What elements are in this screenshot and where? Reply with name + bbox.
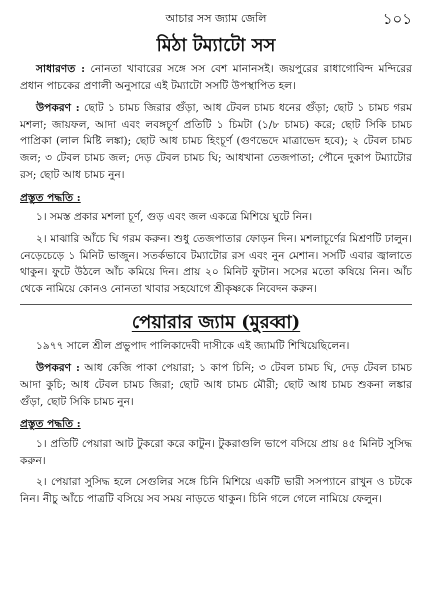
ingredients-label: উপকরণ : [36,362,80,375]
method-step: ১। সমস্ত প্রকার মশলা চূর্ণ, গুড় এবং জল একত্রে মিশিয়ে ঘুটে নিন। [36,211,313,224]
recipe-intro: ১৯৭৭ সালে শ্রীল প্রভুপাদ পালিকাদেবী দাসীকে এই জ্যামটি শিখিয়েছিলেন। [36,340,350,353]
method-step: ২। পেয়ারা সুসিদ্ধ হলে সেগুলির সঙ্গে চিনি মিশিয়ে একটি ভারী সসপ্যানে রাখুন ও চটকে নিন। নীচু আঁচে পাত্রটি বসিয়ে সব সময় নাড়তে থাকুন। চিনি গলে গেলে নামিয়ে ফেলুন। [20,476,412,506]
method-heading: প্রস্তুত পদ্ধতি : [20,191,81,204]
general-label: সাধারণত : [36,63,85,76]
ingredients-label: উপকরণ : [36,101,80,114]
ingredients-section [20,360,412,410]
recipe-title-guava-jam: পেয়ারার জ্যাম (মুরব্বা) [131,311,301,333]
running-header [20,10,412,28]
running-title: আচার সস জ্যাম জেলি [165,12,267,25]
ingredients-text: ছোট ১ চামচ জিরার গুঁড়া, আধ টেবল চামচ ধনের গুঁড়া; ছোট ১ চামচ গরম মশলা; জায়ফল, আদা এবং লবঙ্গচূর্ণ প্রতিটি ১ চিমটা (১/৮ চামচ) করে; ছোট সিকি চামচ পাপ্রিকা (লাল মিষ্টি লঙ্কা); ছোট আধ চামচ হিংচূর্ণ (গুণভেদে মাত্রাভেদ হবে); ২ টেবল চামচ জল; ৩ টেবল চামচ জল; দেড় টেবল চামচ ঘি; আধখানা তেজপাতা; পৌনে দুকাপ টম্যাটোর রস; ছোট আধ চামচ নুন। [20,101,413,181]
method-step: ২। মাঝারি আঁচে ঘি গরম করুন। শুধু তেজপাতার ফোড়ন দিন। মশলাচূর্ণের মিশ্রণটি ঢালুন। নেড়েচেড়ে ১ মিনিট ভাজুন। সতর্কভাবে টম্যাটোর রস এবং নুন মেশান। সসটি এবার জ্বালাতে থাকুন। ফুটে উঠলে আঁচ কমিয়ে দিন। প্রায় ২০ মিনিট ফুটান। সসের মতো কষিয়ে নিন। আঁচ থেকে নামিয়ে কোনও নোনতা খাবার সহযোগে শ্রীকৃষ্ণকে নিবেদন করুন। [20,233,412,296]
page-number: ১০১ [382,10,412,28]
ingredients-section [20,100,412,184]
ingredients-text: আধ কেজি পাকা পেয়ারা; ১ কাপ চিনি; ৩ টেবল চামচ ঘি, দেড় টেবল চামচ আদা কুচি; আধ টেবল চামচ জিরা; ছোট আধ চামচ মৌরী; ছোট আধ চামচ শুকনা লঙ্কার গুঁড়া, ছোট সিকি চামচ নুন। [20,362,413,408]
recipe-title-tomato-sauce: মিঠা টম্যাটো সস [156,35,276,56]
general-text: নোনতা খাবারের সঙ্গে সস বেশ মানানসই। জয়পুরের রাধাগোবিন্দ মন্দিরের প্রধান পাচকের প্রণালী অনুসারে এই টম্যাটো সসটি উপস্থাপিত হল। [20,63,412,93]
section-divider [20,304,412,305]
method-heading: প্রস্তুত পদ্ধতি : [20,418,81,431]
general-section [20,61,412,94]
method-step: ১। প্রতিটি পেয়ারা আট টুকরো করে কাটুন। টুকরাগুলি ভাপে বসিয়ে প্রায় ৪৫ মিনিট সুসিদ্ধ করুন। [20,438,412,467]
